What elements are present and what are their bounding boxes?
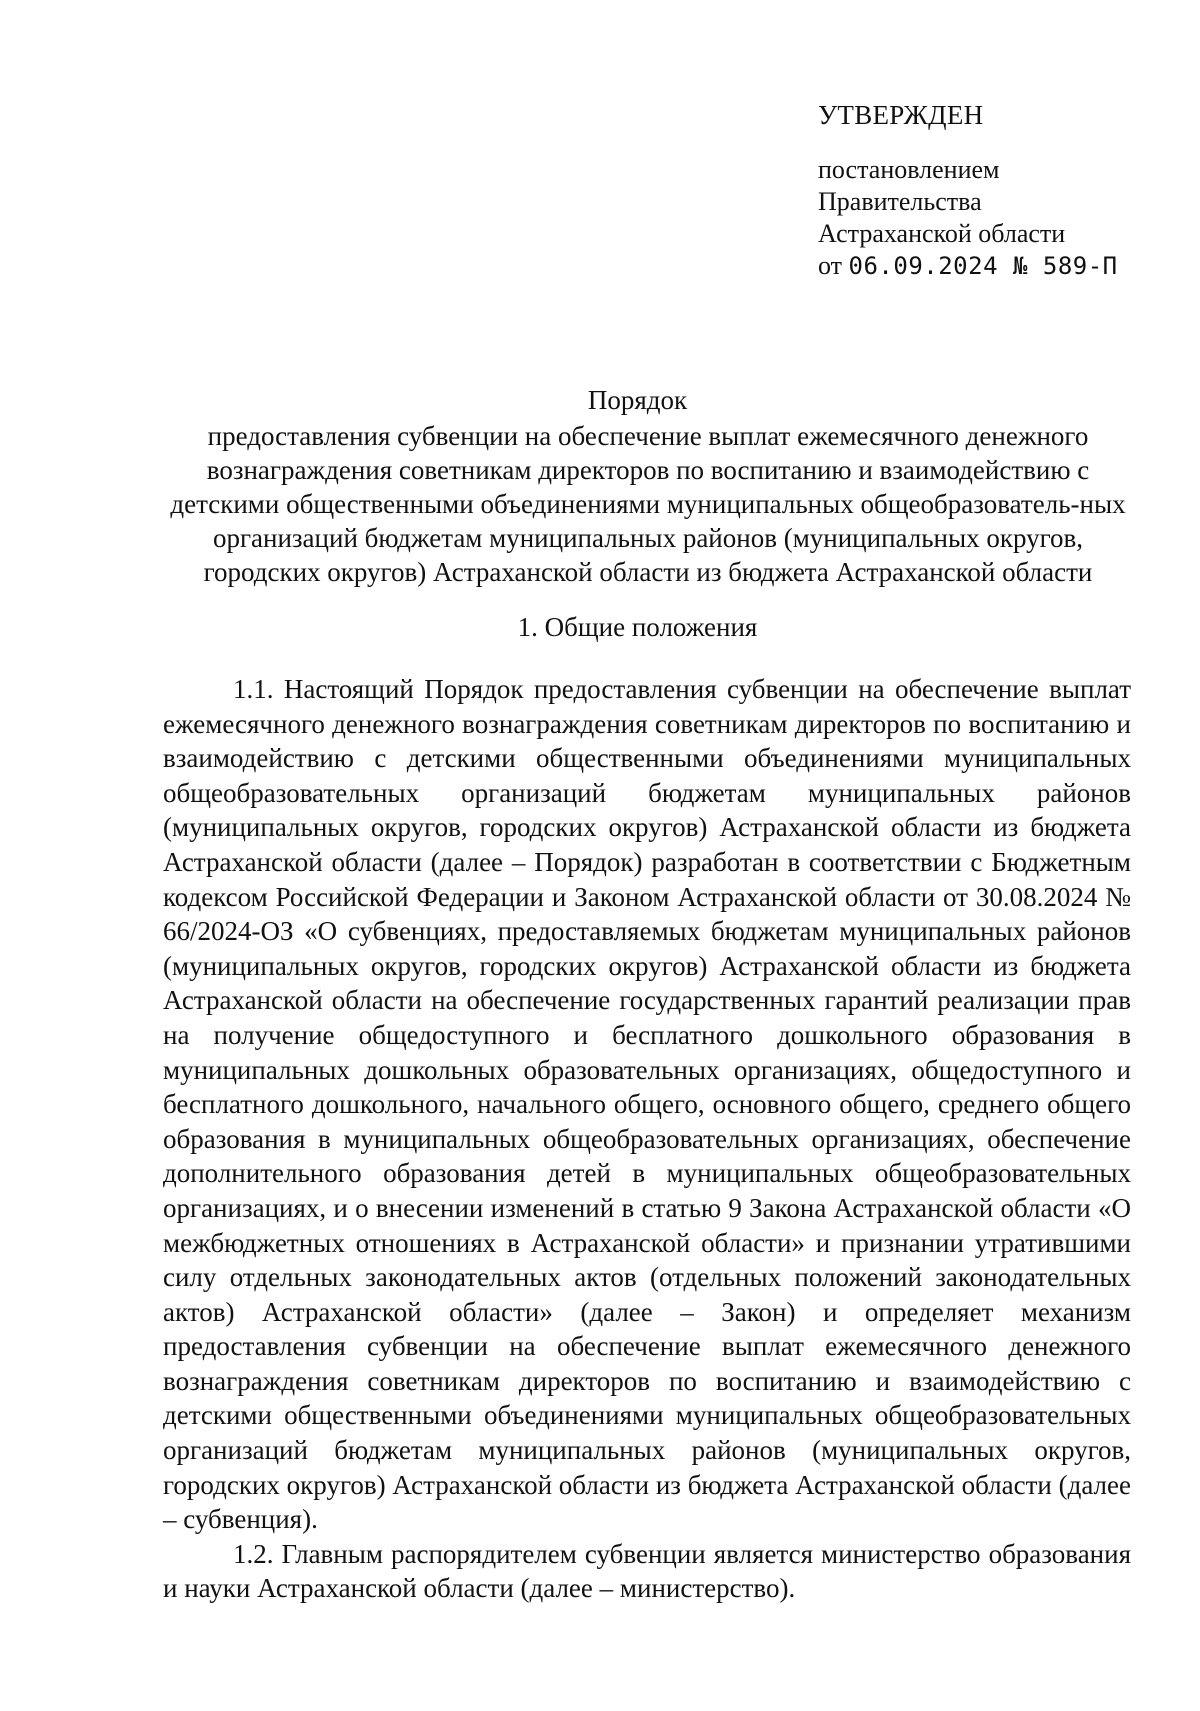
- paragraph-1-1: 1.1. Настоящий Порядок предоставления субвенции на обеспечение выплат ежемесячного денежного вознаграждения советникам директоров по воспитанию и взаимодействию с детскими общественными объединениями муниципальных общеобразовательных организаций бюджетам муниципальных районов (муниципальных округов, городских округов) Астраханской области из бюджета Астраханской области (далее – Порядок) разработан в соответствии с Бюджетным кодексом Российской Федерации и Законом Астраханской области от 30.08.2024 № 66/2024-ОЗ «О субвенциях, предоставляемых бюджетам муниципальных районов (муниципальных округов, городских округов) Астраханской области из бюджета Астраханской области на обеспечение государственных гарантий реализации прав на получение общедоступного и бесплатного дошкольного образования в муниципальных дошкольных образовательных организациях, общедоступного и бесплатного дошкольного, начального общего, основного общего, среднего общего образования в муниципальных общеобразовательных организациях, обеспечение дополнительного образования детей в муниципальных общеобразовательных организациях, и о внесении изменений в статью 9 Закона Астраханской области «О межбюджетных отношениях в Астраханской области» и признании утратившими силу отдельных законодательных актов (отдельных положений законодательных актов) Астраханской области» (далее – Закон) и определяет механизм предоставления субвенции на обеспечение выплат ежемесячного денежного вознаграждения советникам директоров по воспитанию и взаимодействию с детскими общественными объединениями муниципальных общеобразовательных организаций бюджетам муниципальных районов (муниципальных округов, городских округов) Астраханской области из бюджета Астраханской области (далее – субвенция).: [163, 674, 1131, 1535]
- approval-line-region: Астраханской области: [818, 219, 1066, 248]
- approval-line-government: Правительства: [818, 187, 982, 216]
- approval-date-line: [818, 250, 1178, 282]
- approval-heading: УТВЕРЖДЕН: [818, 100, 984, 130]
- section-body: [163, 672, 1131, 1606]
- paragraph-1-2: 1.2. Главным распорядителем субвенции является министерство образования и науки Астраханской области (далее – министерство).: [163, 1538, 1131, 1604]
- document-subtitle: предоставления субвенции на обеспечение выплат ежемесячного денежного вознаграждения советникам директоров по воспитанию и взаимодействию с детскими общественными объединениями муниципальных общеобразователь-ных организаций бюджетам муниципальных районов (муниципальных округов, городских округов) Астраханской области из бюджета Астраханской области: [170, 421, 1126, 587]
- approval-date-prefix: от: [818, 251, 843, 280]
- approval-stamp-block: [818, 98, 1178, 282]
- document-title: Порядок: [587, 385, 688, 415]
- approval-line-resolution: постановлением: [818, 155, 1000, 184]
- approval-date-number: 06.09.2024 № 589-П: [848, 252, 1118, 280]
- section-heading-general-provisions: 1. Общие положения: [517, 612, 758, 642]
